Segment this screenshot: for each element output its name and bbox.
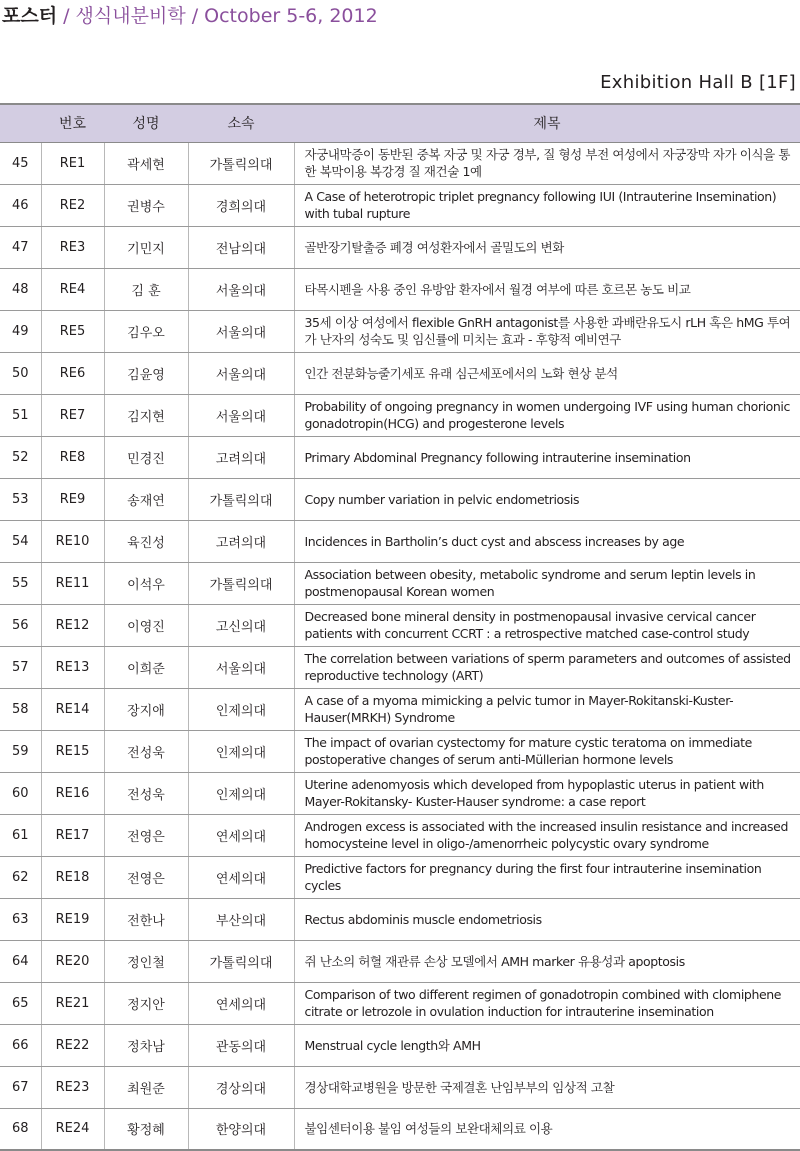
cell-index: 54 [0, 520, 41, 562]
cell-title: Predictive factors for pregnancy during the first four intrauterine insemination cycles [294, 856, 800, 898]
table-row [0, 940, 800, 982]
cell-affiliation: 고려의대 [188, 436, 294, 478]
cell-index: 55 [0, 562, 41, 604]
cell-title: Rectus abdominis muscle endometriosis [294, 898, 800, 940]
cell-name: 정인철 [104, 940, 188, 982]
cell-name: 김 훈 [104, 268, 188, 310]
cell-name: 전성욱 [104, 730, 188, 772]
cell-name: 황정혜 [104, 1108, 188, 1150]
cell-title: 자궁내막증이 동반된 중복 자궁 및 자궁 경부, 질 형성 부전 여성에서 자궁장막 자가 이식을 통한 복막이용 복강경 질 재건술 1예 [294, 142, 800, 184]
table-row [0, 1024, 800, 1066]
table-header [0, 104, 800, 142]
cell-index: 68 [0, 1108, 41, 1150]
cell-title: Incidences in Bartholin’s duct cyst and abscess increases by age [294, 520, 800, 562]
cell-name: 김우오 [104, 310, 188, 352]
header-separator: / [57, 5, 76, 27]
cell-index: 52 [0, 436, 41, 478]
cell-title: Menstrual cycle length와 AMH [294, 1024, 800, 1066]
cell-affiliation: 연세의대 [188, 814, 294, 856]
cell-name: 기민지 [104, 226, 188, 268]
cell-affiliation: 관동의대 [188, 1024, 294, 1066]
cell-affiliation: 경상의대 [188, 1066, 294, 1108]
cell-number: RE6 [41, 352, 104, 394]
cell-index: 46 [0, 184, 41, 226]
page-header [2, 1, 378, 31]
cell-number: RE1 [41, 142, 104, 184]
cell-name: 이영진 [104, 604, 188, 646]
cell-title: 골반장기탈출증 폐경 여성환자에서 골밀도의 변화 [294, 226, 800, 268]
table-row [0, 730, 800, 772]
table-row [0, 478, 800, 520]
cell-title: Primary Abdominal Pregnancy following intrauterine insemination [294, 436, 800, 478]
cell-name: 정지안 [104, 982, 188, 1024]
table-row [0, 856, 800, 898]
cell-number: RE12 [41, 604, 104, 646]
cell-title: 타목시펜을 사용 중인 유방암 환자에서 월경 여부에 따른 호르몬 농도 비교 [294, 268, 800, 310]
table-body [0, 142, 800, 1150]
cell-number: RE2 [41, 184, 104, 226]
cell-affiliation: 가톨릭의대 [188, 562, 294, 604]
cell-name: 전영은 [104, 856, 188, 898]
cell-affiliation: 가톨릭의대 [188, 478, 294, 520]
cell-number: RE4 [41, 268, 104, 310]
table-row [0, 184, 800, 226]
cell-number: RE10 [41, 520, 104, 562]
cell-affiliation: 가톨릭의대 [188, 940, 294, 982]
cell-number: RE3 [41, 226, 104, 268]
cell-name: 곽세현 [104, 142, 188, 184]
table-row [0, 226, 800, 268]
cell-name: 최원준 [104, 1066, 188, 1108]
table-row [0, 520, 800, 562]
cell-affiliation: 가톨릭의대 [188, 142, 294, 184]
cell-index: 66 [0, 1024, 41, 1066]
table-row [0, 436, 800, 478]
cell-index: 64 [0, 940, 41, 982]
header-category: 포스터 [2, 5, 58, 27]
cell-index: 45 [0, 142, 41, 184]
cell-affiliation: 인제의대 [188, 688, 294, 730]
cell-name: 권병수 [104, 184, 188, 226]
cell-number: RE23 [41, 1066, 104, 1108]
cell-index: 61 [0, 814, 41, 856]
cell-name: 이석우 [104, 562, 188, 604]
cell-name: 장지애 [104, 688, 188, 730]
cell-number: RE24 [41, 1108, 104, 1150]
cell-index: 65 [0, 982, 41, 1024]
cell-number: RE11 [41, 562, 104, 604]
cell-title: Androgen excess is associated with the increased insulin resistance and increased homocysteine level in oligo-/amenorrheic polycystic ovary syndrome [294, 814, 800, 856]
cell-number: RE8 [41, 436, 104, 478]
cell-index: 59 [0, 730, 41, 772]
cell-index: 57 [0, 646, 41, 688]
table-row [0, 562, 800, 604]
cell-title: 경상대학교병원을 방문한 국제결혼 난임부부의 임상적 고찰 [294, 1066, 800, 1108]
cell-affiliation: 서울의대 [188, 310, 294, 352]
cell-title: 불임센터이용 불임 여성들의 보완대체의료 이용 [294, 1108, 800, 1150]
cell-index: 63 [0, 898, 41, 940]
cell-name: 전영은 [104, 814, 188, 856]
cell-number: RE5 [41, 310, 104, 352]
cell-name: 민경진 [104, 436, 188, 478]
cell-title: Probability of ongoing pregnancy in women undergoing IVF using human chorionic gonadotropin(HCG) and progesterone levels [294, 394, 800, 436]
table-row [0, 604, 800, 646]
cell-title: The correlation between variations of sperm parameters and outcomes of assisted reproductive technology (ART) [294, 646, 800, 688]
cell-affiliation: 인제의대 [188, 730, 294, 772]
poster-schedule-table [0, 103, 800, 1151]
cell-title: Association between obesity, metabolic syndrome and serum leptin levels in postmenopausal Korean women [294, 562, 800, 604]
cell-number: RE13 [41, 646, 104, 688]
table-row [0, 772, 800, 814]
cell-index: 49 [0, 310, 41, 352]
cell-title: 35세 이상 여성에서 flexible GnRH antagonist를 사용한 과배란유도시 rLH 혹은 hMG 투여가 난자의 성숙도 및 임신률에 미치는 효과 - 후향적 예비연구 [294, 310, 800, 352]
table-row [0, 1066, 800, 1108]
exhibition-hall-label: Exhibition Hall B [1F] [600, 72, 796, 93]
table-row [0, 142, 800, 184]
cell-affiliation: 한양의대 [188, 1108, 294, 1150]
cell-name: 이희준 [104, 646, 188, 688]
cell-affiliation: 서울의대 [188, 268, 294, 310]
header-cell-number: 번호 [41, 104, 104, 142]
cell-name: 전성욱 [104, 772, 188, 814]
table-row [0, 898, 800, 940]
cell-number: RE7 [41, 394, 104, 436]
cell-title: A Case of heterotropic triplet pregnancy following IUI (Intrauterine Insemination) with tubal rupture [294, 184, 800, 226]
cell-name: 김윤영 [104, 352, 188, 394]
cell-name: 김지현 [104, 394, 188, 436]
cell-number: RE16 [41, 772, 104, 814]
cell-affiliation: 연세의대 [188, 982, 294, 1024]
cell-index: 58 [0, 688, 41, 730]
cell-title: Comparison of two different regimen of gonadotropin combined with clomiphene citrate or letrozole in ovulation induction for intrauterine insemination [294, 982, 800, 1024]
cell-affiliation: 부산의대 [188, 898, 294, 940]
header-cell-name: 성명 [104, 104, 188, 142]
table-row [0, 646, 800, 688]
cell-number: RE17 [41, 814, 104, 856]
cell-affiliation: 인제의대 [188, 772, 294, 814]
header-cell-affiliation: 소속 [188, 104, 294, 142]
cell-index: 67 [0, 1066, 41, 1108]
cell-affiliation: 고신의대 [188, 604, 294, 646]
cell-index: 60 [0, 772, 41, 814]
cell-index: 56 [0, 604, 41, 646]
cell-number: RE19 [41, 898, 104, 940]
header-session-date: 생식내분비학 / October 5-6, 2012 [75, 5, 378, 27]
cell-number: RE14 [41, 688, 104, 730]
table-row [0, 1108, 800, 1150]
cell-number: RE18 [41, 856, 104, 898]
cell-title: Decreased bone mineral density in postmenopausal invasive cervical cancer patients with concurrent CCRT : a retrospective matched case-control study [294, 604, 800, 646]
table-row [0, 814, 800, 856]
cell-title: 쥐 난소의 허혈 재관류 손상 모델에서 AMH marker 유용성과 apoptosis [294, 940, 800, 982]
cell-name: 육진성 [104, 520, 188, 562]
table-row [0, 268, 800, 310]
cell-index: 50 [0, 352, 41, 394]
cell-name: 정차남 [104, 1024, 188, 1066]
header-cell-title: 제목 [294, 104, 800, 142]
cell-index: 51 [0, 394, 41, 436]
cell-affiliation: 연세의대 [188, 856, 294, 898]
table-row [0, 982, 800, 1024]
cell-affiliation: 전남의대 [188, 226, 294, 268]
cell-number: RE21 [41, 982, 104, 1024]
cell-index: 48 [0, 268, 41, 310]
table-row [0, 352, 800, 394]
cell-name: 전한나 [104, 898, 188, 940]
cell-title: 인간 전분화능줄기세포 유래 심근세포에서의 노화 현상 분석 [294, 352, 800, 394]
cell-index: 47 [0, 226, 41, 268]
table-row [0, 688, 800, 730]
cell-title: Uterine adenomyosis which developed from hypoplastic uterus in patient with Mayer-Rokitansky- Kuster-Hauser syndrome: a case report [294, 772, 800, 814]
table-header-row [0, 104, 800, 142]
cell-title: Copy number variation in pelvic endometriosis [294, 478, 800, 520]
cell-title: A case of a myoma mimicking a pelvic tumor in Mayer-Rokitanski-Kuster-Hauser(MRKH) Syndrome [294, 688, 800, 730]
cell-number: RE15 [41, 730, 104, 772]
header-cell-index [0, 104, 41, 142]
cell-index: 53 [0, 478, 41, 520]
cell-number: RE20 [41, 940, 104, 982]
cell-number: RE22 [41, 1024, 104, 1066]
cell-affiliation: 서울의대 [188, 646, 294, 688]
cell-affiliation: 서울의대 [188, 352, 294, 394]
table-row [0, 310, 800, 352]
cell-affiliation: 경희의대 [188, 184, 294, 226]
cell-name: 송재연 [104, 478, 188, 520]
table-row [0, 394, 800, 436]
cell-title: The impact of ovarian cystectomy for mature cystic teratoma on immediate postoperative changes of serum anti-Müllerian hormone levels [294, 730, 800, 772]
cell-affiliation: 서울의대 [188, 394, 294, 436]
cell-affiliation: 고려의대 [188, 520, 294, 562]
cell-number: RE9 [41, 478, 104, 520]
cell-index: 62 [0, 856, 41, 898]
